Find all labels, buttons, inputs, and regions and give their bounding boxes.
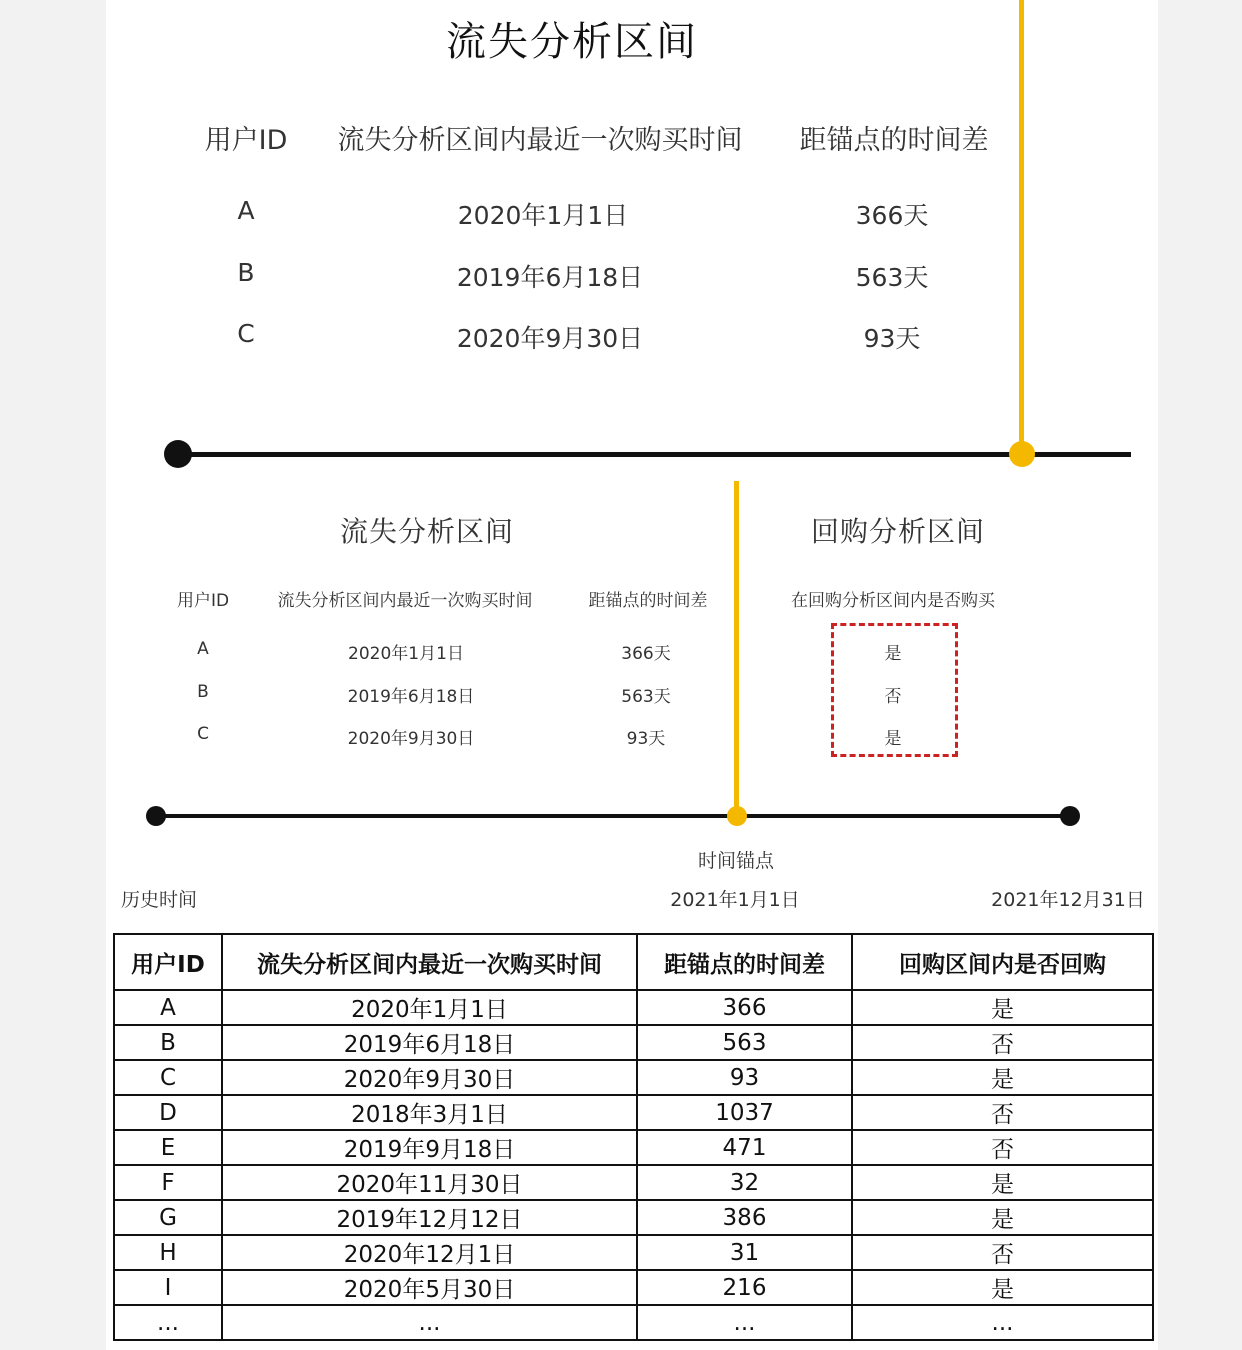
table-cell: H [114, 1235, 222, 1270]
diagram1-cell: 2019年6月18日 [456, 263, 644, 292]
table-cell: ... [852, 1305, 1153, 1340]
table-cell: 否 [852, 1095, 1153, 1130]
table-header-user-id: 用户ID [114, 934, 222, 990]
table-cell: 32 [637, 1165, 852, 1200]
diagram1-header-user-id: 用户ID [204, 125, 288, 156]
end-date: 2021年12月31日 [991, 889, 1145, 911]
table-cell: 2019年9月18日 [222, 1130, 637, 1165]
table-cell: 2019年6月18日 [222, 1025, 637, 1060]
timeline-top-start-dot [164, 440, 192, 468]
table-cell: ... [222, 1305, 637, 1340]
table-row [114, 1025, 1153, 1060]
table-cell: 2020年12月1日 [222, 1235, 637, 1270]
table-cell: 93 [637, 1060, 852, 1095]
table-row [114, 1130, 1153, 1165]
diagram1-header-time-diff: 距锚点的时间差 [799, 125, 989, 156]
table-cell: ... [637, 1305, 852, 1340]
table-header-last-purchase: 流失分析区间内最近一次购买时间 [222, 934, 637, 990]
table-cell: E [114, 1130, 222, 1165]
diagram2-cell: 2020年9月30日 [347, 729, 475, 749]
table-cell: 31 [637, 1235, 852, 1270]
table-row [114, 1060, 1153, 1095]
diagram2-churn-title: 流失分析区间 [339, 515, 515, 548]
anchor-label: 时间锚点 [697, 850, 775, 872]
diagram1-cell: 366天 [855, 201, 929, 230]
table-cell: 2020年5月30日 [222, 1270, 637, 1305]
diagram2-cell: 366天 [621, 644, 671, 664]
history-label: 历史时间 [121, 889, 198, 911]
diagram2-cell: 是 [884, 644, 902, 664]
timeline-bottom-start-dot [146, 806, 166, 826]
table-cell: 366 [637, 990, 852, 1025]
table-cell: 否 [852, 1235, 1153, 1270]
table-cell: 否 [852, 1130, 1153, 1165]
diagram1-cell: A [237, 196, 255, 225]
timeline-top [178, 452, 1131, 457]
diagram2-cell: 是 [884, 729, 902, 749]
table-cell: F [114, 1165, 222, 1200]
timeline-bottom-anchor-dot [727, 806, 747, 826]
table-cell: I [114, 1270, 222, 1305]
table-row [114, 990, 1153, 1025]
table-cell: 2020年11月30日 [222, 1165, 637, 1200]
table-cell: 是 [852, 1060, 1153, 1095]
diagram2-cell: 2019年6月18日 [347, 687, 475, 707]
table-row [114, 1270, 1153, 1305]
table-cell: 563 [637, 1025, 852, 1060]
table-cell: 386 [637, 1200, 852, 1235]
table-row [114, 1165, 1153, 1200]
diagram1-cell: 2020年1月1日 [457, 201, 629, 230]
diagram2-cell: 93天 [626, 729, 666, 749]
diagram1-cell: 563天 [855, 263, 929, 292]
table-row [114, 1305, 1153, 1340]
diagram1-header-last-purchase: 流失分析区间内最近一次购买时间 [337, 125, 743, 156]
timeline-top-anchor-dot [1009, 441, 1035, 467]
anchor-line-bottom [734, 481, 739, 817]
table-cell: 否 [852, 1025, 1153, 1060]
table-row [114, 1200, 1153, 1235]
table-cell: 471 [637, 1130, 852, 1165]
diagram2-cell: 2020年1月1日 [348, 644, 464, 664]
diagram1-title: 流失分析区间 [446, 19, 698, 65]
table-cell: 2018年3月1日 [222, 1095, 637, 1130]
diagram1-cell: 93天 [863, 324, 921, 353]
table-cell: 2020年9月30日 [222, 1060, 637, 1095]
summary-table [113, 933, 1154, 1341]
table-cell: 是 [852, 990, 1153, 1025]
table-header-time-diff: 距锚点的时间差 [637, 934, 852, 990]
table-cell: 216 [637, 1270, 852, 1305]
anchor-date: 2021年1月1日 [670, 889, 800, 911]
diagram2-cell: C [197, 724, 209, 744]
diagram2-header-purchased: 在回购分析区间内是否购买 [791, 591, 995, 611]
diagram1-cell: 2020年9月30日 [456, 324, 644, 353]
table-cell: 是 [852, 1165, 1153, 1200]
table-header-row [114, 934, 1153, 990]
table-cell: C [114, 1060, 222, 1095]
table-cell: A [114, 990, 222, 1025]
anchor-line-top [1019, 0, 1024, 454]
diagram2-repurchase-title: 回购分析区间 [810, 515, 986, 548]
table-cell: B [114, 1025, 222, 1060]
repurchase-highlight-box [831, 623, 958, 757]
diagram2-cell: 563天 [621, 687, 671, 707]
table-cell: ... [114, 1305, 222, 1340]
diagram2-cell: A [197, 639, 209, 659]
table-header-repurchased: 回购区间内是否回购 [852, 934, 1153, 990]
table-row [114, 1095, 1153, 1130]
diagram2-header-user-id: 用户ID [176, 591, 230, 611]
table-cell: 2019年12月12日 [222, 1200, 637, 1235]
table-cell: 1037 [637, 1095, 852, 1130]
diagram2-header-last-purchase: 流失分析区间内最近一次购买时间 [277, 591, 533, 611]
table-cell: 是 [852, 1270, 1153, 1305]
table-cell: 是 [852, 1200, 1153, 1235]
diagram2-cell: B [197, 682, 209, 702]
table-cell: D [114, 1095, 222, 1130]
table-cell: 2020年1月1日 [222, 990, 637, 1025]
diagram1-cell: B [237, 258, 255, 287]
diagram1-cell: C [237, 319, 255, 348]
timeline-bottom [156, 814, 1070, 818]
timeline-bottom-end-dot [1060, 806, 1080, 826]
diagram2-header-time-diff: 距锚点的时间差 [588, 591, 708, 611]
table-row [114, 1235, 1153, 1270]
diagram2-cell: 否 [884, 687, 902, 707]
table-cell: G [114, 1200, 222, 1235]
